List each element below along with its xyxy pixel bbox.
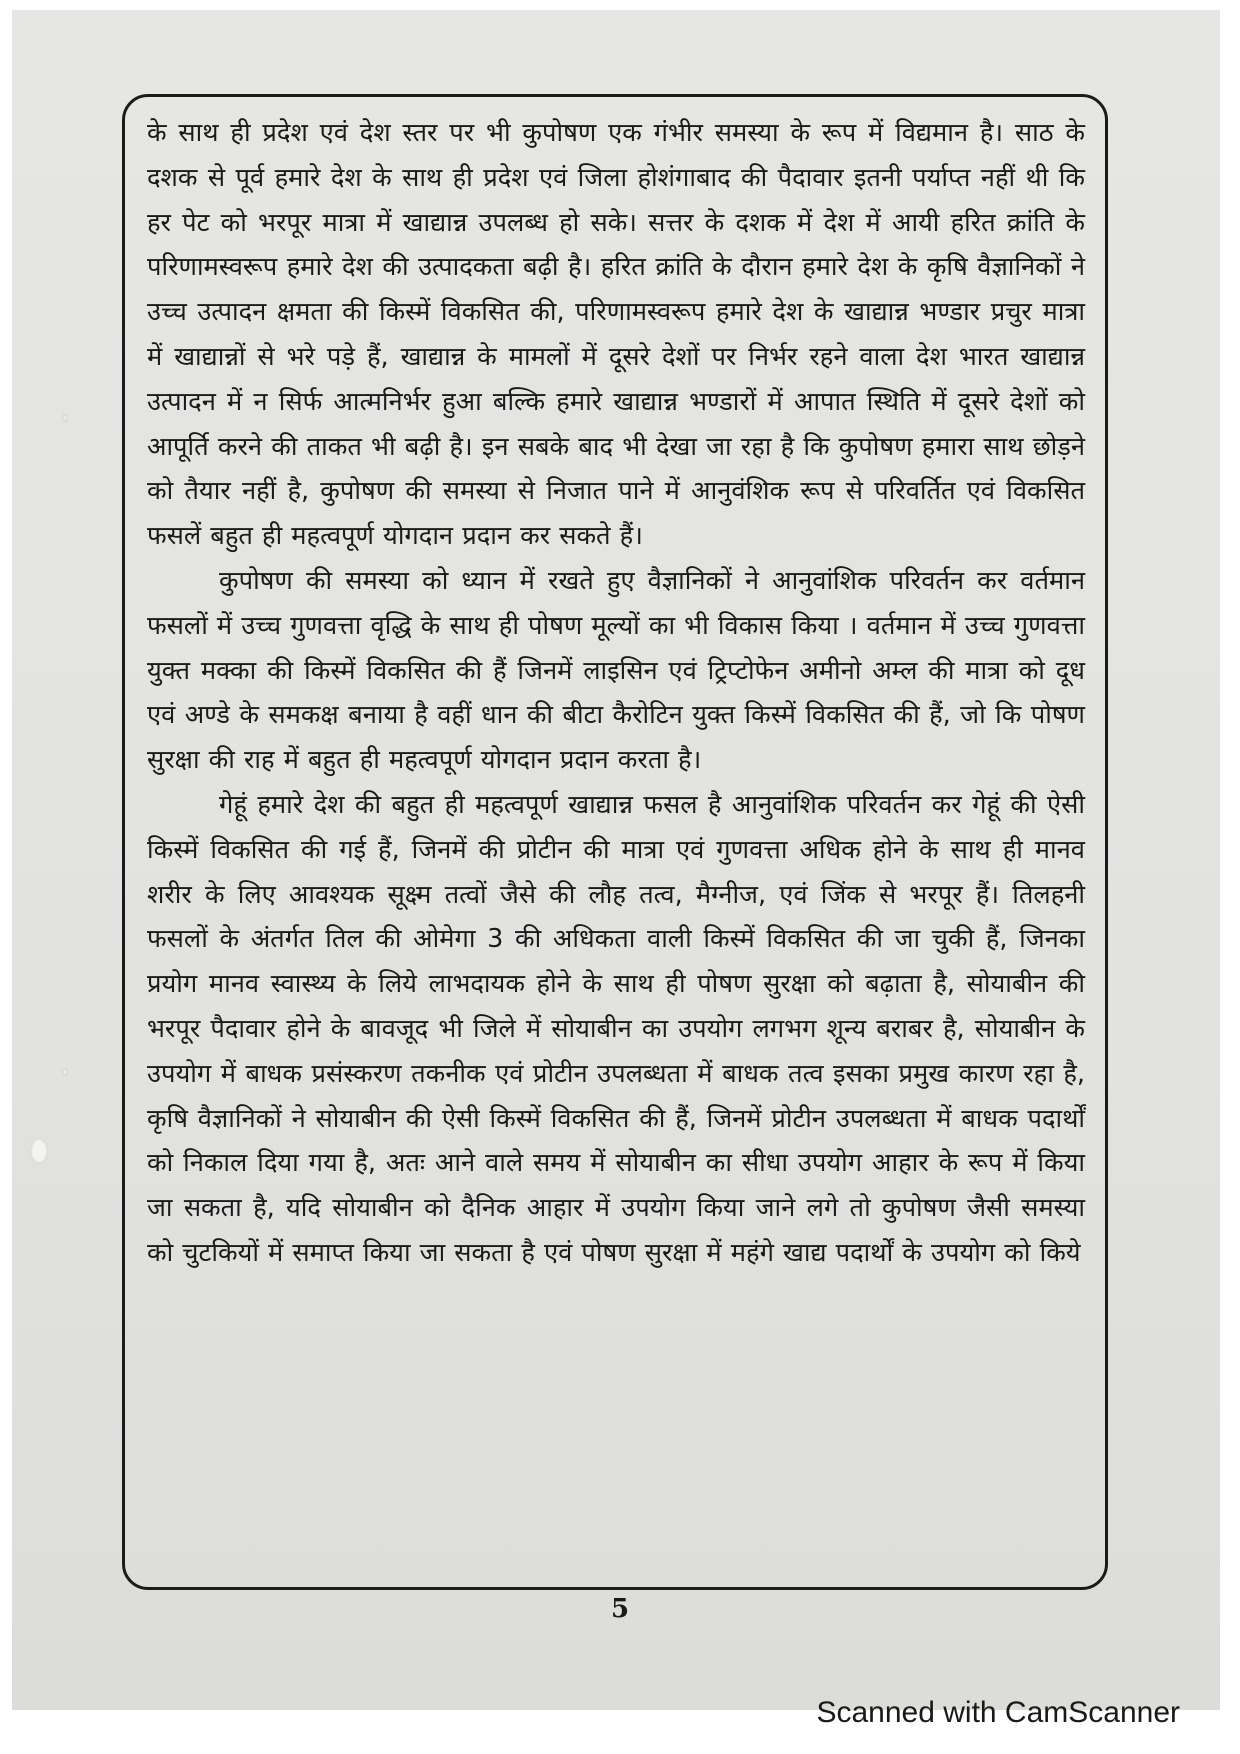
paragraph-3: गेहूं हमारे देश की बहुत ही महत्वपूर्ण खाद्यान्न फसल है आनुवांशिक परिवर्तन कर गेहूं की ऐसी किस्में विकसित की गई हैं, जिनमें की प्रोटीन की मात्रा एवं गुणवत्ता अधिक होने के साथ ही मानव शरीर के लिए आवश्यक सूक्ष्म तत्वों जैसे की लौह तत्व, मैग्नीज, एवं जिंक से भरपूर हैं। तिलहनी फसलों के अंतर्गत तिल की ओमेगा 3 की अधिकता वाली किस्में विकसित की जा चुकी हैं, जिनका प्रयोग मानव स्वास्थ्य के लिये लाभदायक होने के साथ ही पोषण सुरक्षा को बढ़ाता है, सोयाबीन की भरपूर पैदावार होने के बावजूद भी जिले में सोयाबीन का उपयोग लगभग शून्य बराबर है, सोयाबीन के उपयोग में बाधक प्रसंस्करण तकनीक एवं प्रोटीन उपलब्धता में बाधक तत्व इसका प्रमुख कारण रहा है, कृषि वैज्ञानिकों ने सोयाबीन की ऐसी किस्में विकसित की हैं, जिनमें प्रोटीन उपलब्धता में बाधक पदार्थों को निकाल दिया गया है, अतः आने वाले समय में सोयाबीन का सीधा उपयोग आहार के रूप में किया जा सकता है, यदि सोयाबीन को दैनिक आहार में उपयोग किया जाने लगे तो कुपोषण जैसी समस्या को चुटकियों में समाप्त किया जा सकता है एवं पोषण सुरक्षा में महंगे खाद्य पदार्थों के उपयोग को किये [147,789,1085,1268]
bordered-text-frame [122,94,1108,1590]
binding-dot-mark [62,414,68,422]
camscanner-watermark: Scanned with CamScanner [816,1696,1180,1729]
paragraph-2: कुपोषण की समस्या को ध्यान में रखते हुए वैज्ञानिकों ने आनुवांशिक परिवर्तन कर वर्तमान फसलों में उच्च गुणवत्ता वृद्धि के साथ ही पोषण मूल्यों का भी विकास किया । वर्तमान में उच्च गुणवत्ता युक्त मक्का की किस्में विकसित की हैं जिनमें लाइसिन एवं ट्रिप्टोफेन अमीनो अम्ल की मात्रा को दूध एवं अण्डे के समकक्ष बनाया है वहीं धान की बीटा कैरोटिन युक्त किस्में विकसित की हैं, जो कि पोषण सुरक्षा की राह में बहुत ही महत्वपूर्ण योगदान प्रदान करता है। [147,565,1085,776]
binding-dot-mark [62,1068,68,1076]
paragraph-1: के साथ ही प्रदेश एवं देश स्तर पर भी कुपोषण एक गंभीर समस्या के रूप में विद्यमान है। साठ के दशक से पूर्व हमारे देश के साथ ही प्रदेश एवं जिला होशंगाबाद की पैदावार इतनी पर्याप्त नहीं थी कि हर पेट को भरपूर मात्रा में खाद्यान्न उपलब्ध हो सके। सत्तर के दशक में देश में आयी हरित क्रांति के परिणामस्वरूप हमारे देश की उत्पादकता बढ़ी है। हरित क्रांति के दौरान हमारे देश के कृषि वैज्ञानिकों ने उच्च उत्पादन क्षमता की किस्में विकसित की, परिणामस्वरूप हमारे देश के खाद्यान्न भण्डार प्रचुर मात्रा में खाद्यान्नों से भरे पड़े हैं, खाद्यान्न के मामलों में दूसरे देशों पर निर्भर रहने वाला देश भारत खाद्यान्न उत्पादन में न सिर्फ आत्मनिर्भर हुआ बल्कि हमारे खाद्यान्न भण्डारों में आपात स्थिति में दूसरे देशों को आपूर्ति करने की ताकत भी बढ़ी है। इन सबके बाद भी देखा जा रहा है कि कुपोषण हमारा साथ छोड़ने को तैयार नहीं है, कुपोषण की समस्या से निजात पाने में आनुवंशिक रूप से परिवर्तित एवं विकसित फसलें बहुत ही महत्वपूर्ण योगदान प्रदान कर सकते हैं। [147,118,1085,552]
page-number: 5 [610,1594,630,1624]
binding-hole-mark [30,1138,48,1164]
